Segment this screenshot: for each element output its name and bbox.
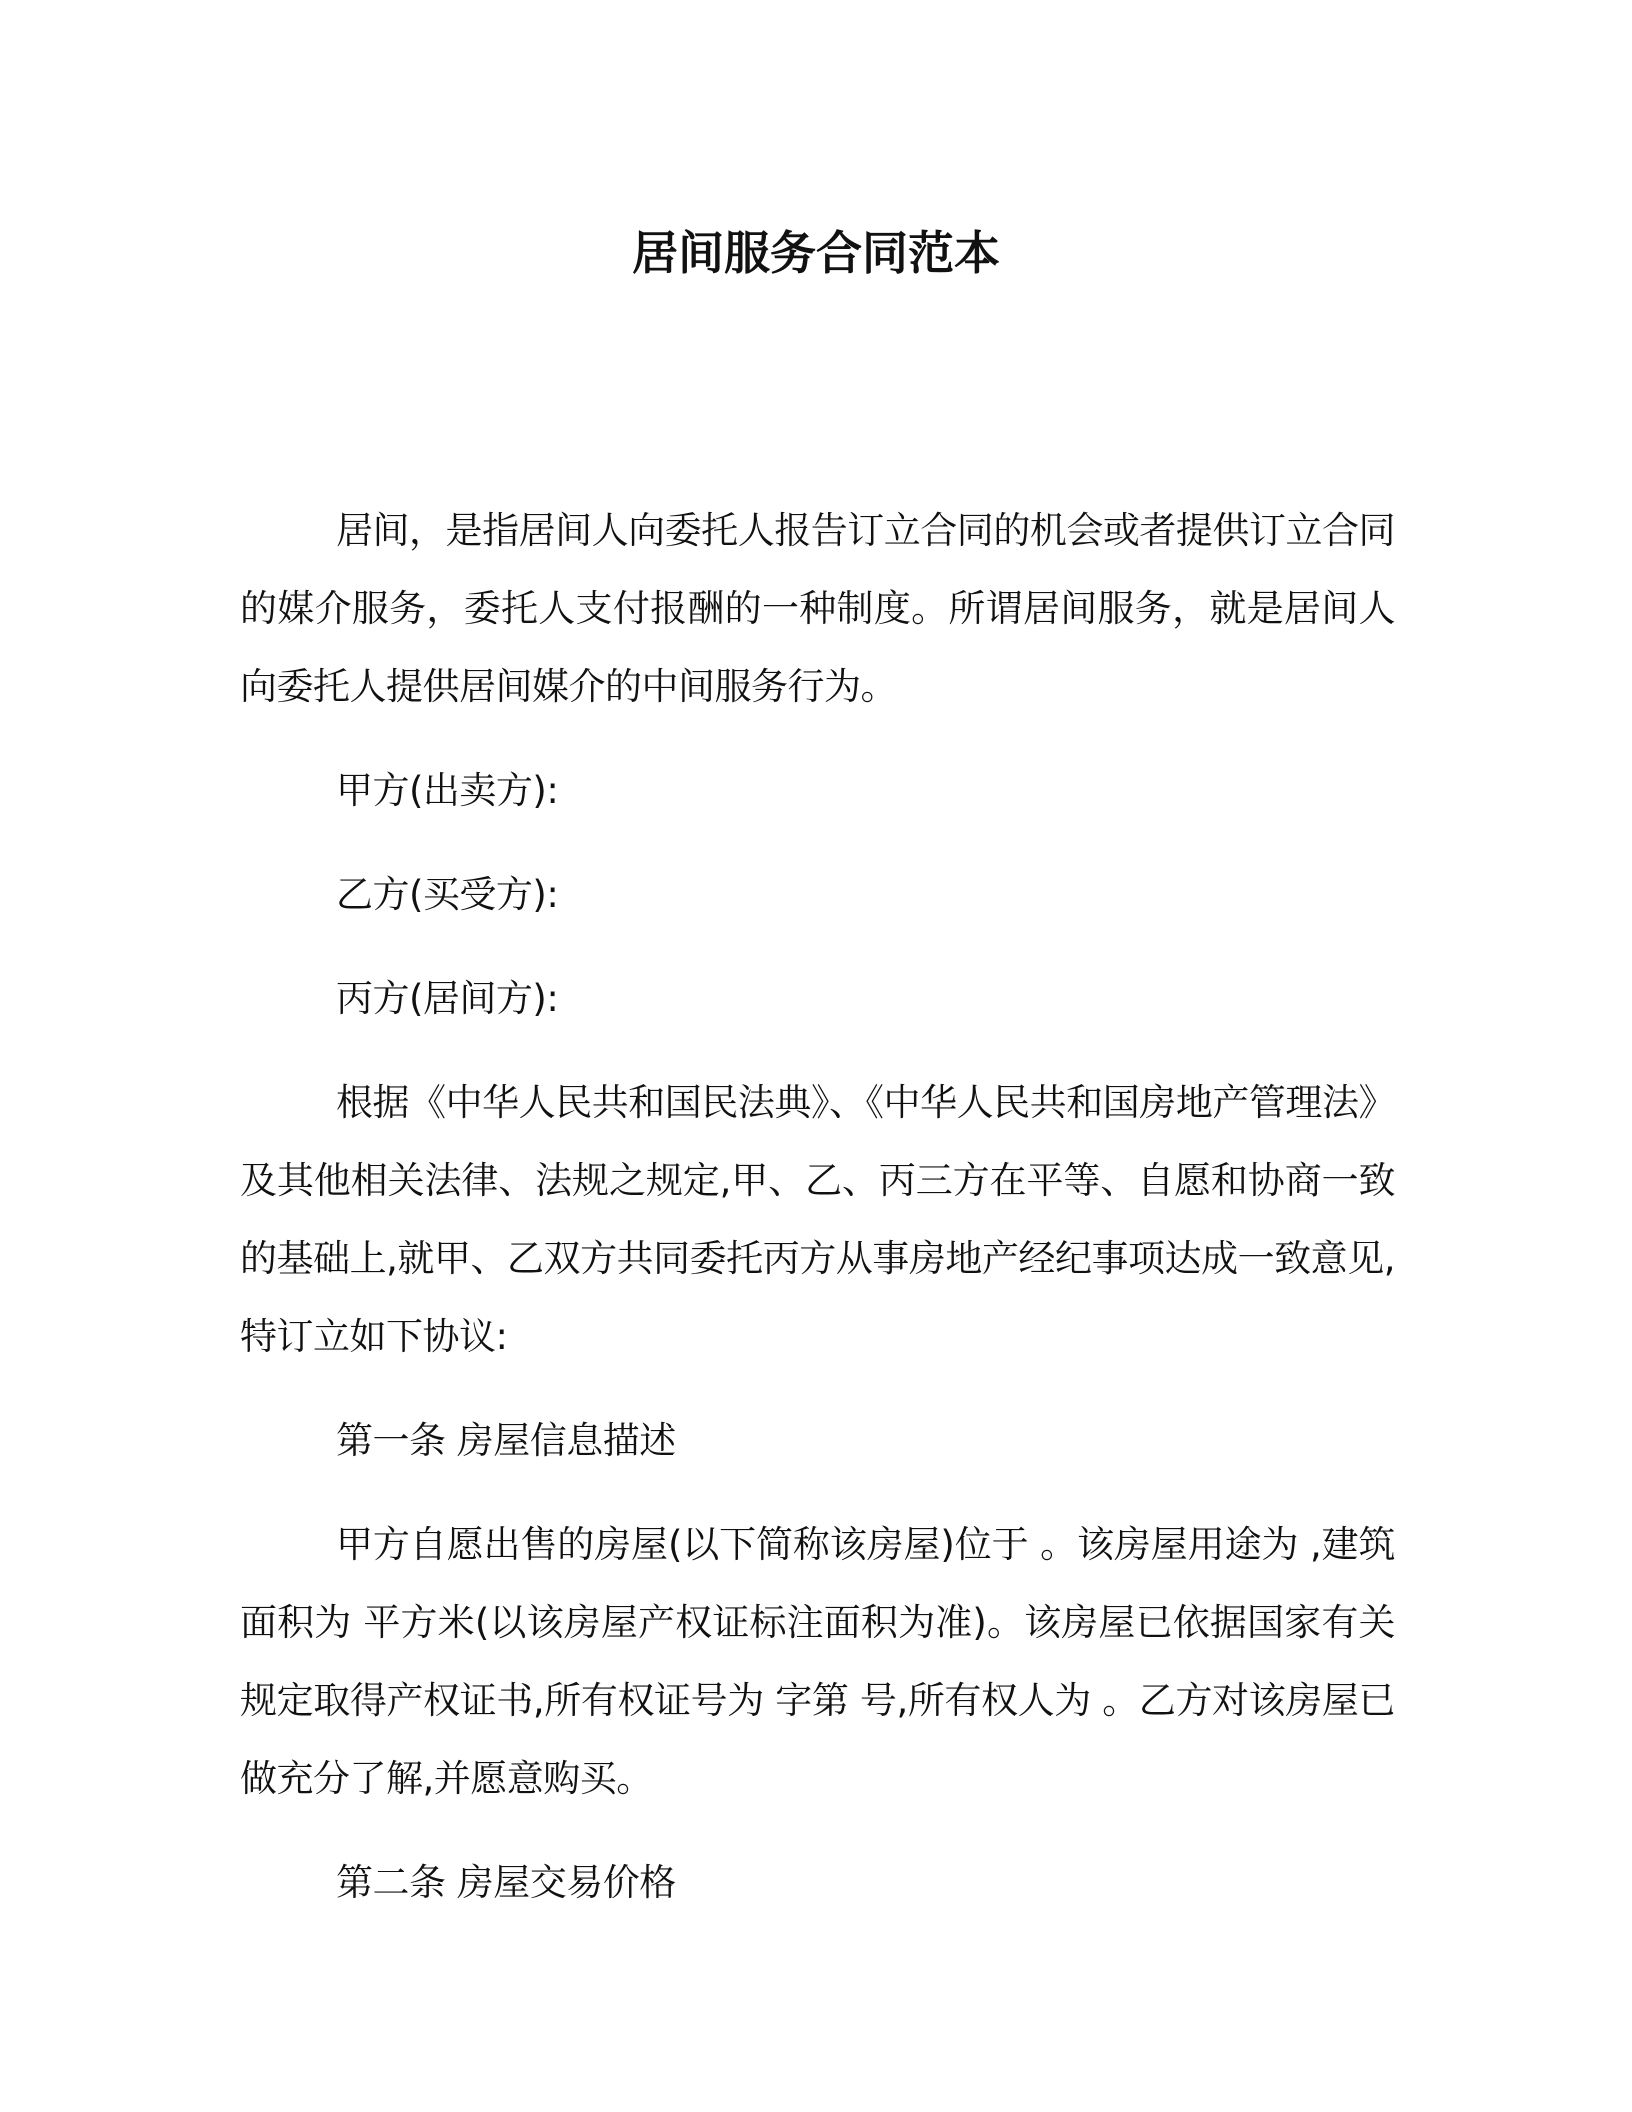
section-heading-1: 第一条 房屋信息描述 [336, 1419, 676, 1462]
paragraph-legal-basis: 根据《中华人民共和国民法典》、《中华人民共和国房地产管理法》及其他相关法律、法规之规定,甲、乙、丙三方在平等、自愿和协商一致的基础上,就甲、乙双方共同委托丙方从事房地产经纪事项达成一致意见,特订立如下协议: [240, 1081, 1395, 1358]
paragraph-property-info: 甲方自愿出售的房屋(以下简称该房屋)位于 。该房屋用途为 ,建筑面积为 平方米(以该房屋产权证标注面积为准)。该房屋已依据国家有关规定取得产权证书,所有权证号为 字第 号,所有权人为 。乙方对该房屋已做充分了解,并愿意购买。 [240, 1523, 1395, 1800]
paragraph-party-b: 乙方(买受方): [336, 873, 559, 916]
paragraph-party-c: 丙方(居间方): [336, 977, 559, 1020]
document-body [240, 492, 1395, 1948]
document-title: 居间服务合同范本 [632, 226, 1000, 280]
section-heading-2: 第二条 房屋交易价格 [336, 1861, 676, 1904]
paragraph-party-a: 甲方(出卖方): [336, 769, 559, 812]
paragraph-intro: 居间，是指居间人向委托人报告订立合同的机会或者提供订立合同的媒介服务，委托人支付报酬的一种制度。所谓居间服务，就是居间人向委托人提供居间媒介的中间服务行为。 [240, 509, 1395, 708]
